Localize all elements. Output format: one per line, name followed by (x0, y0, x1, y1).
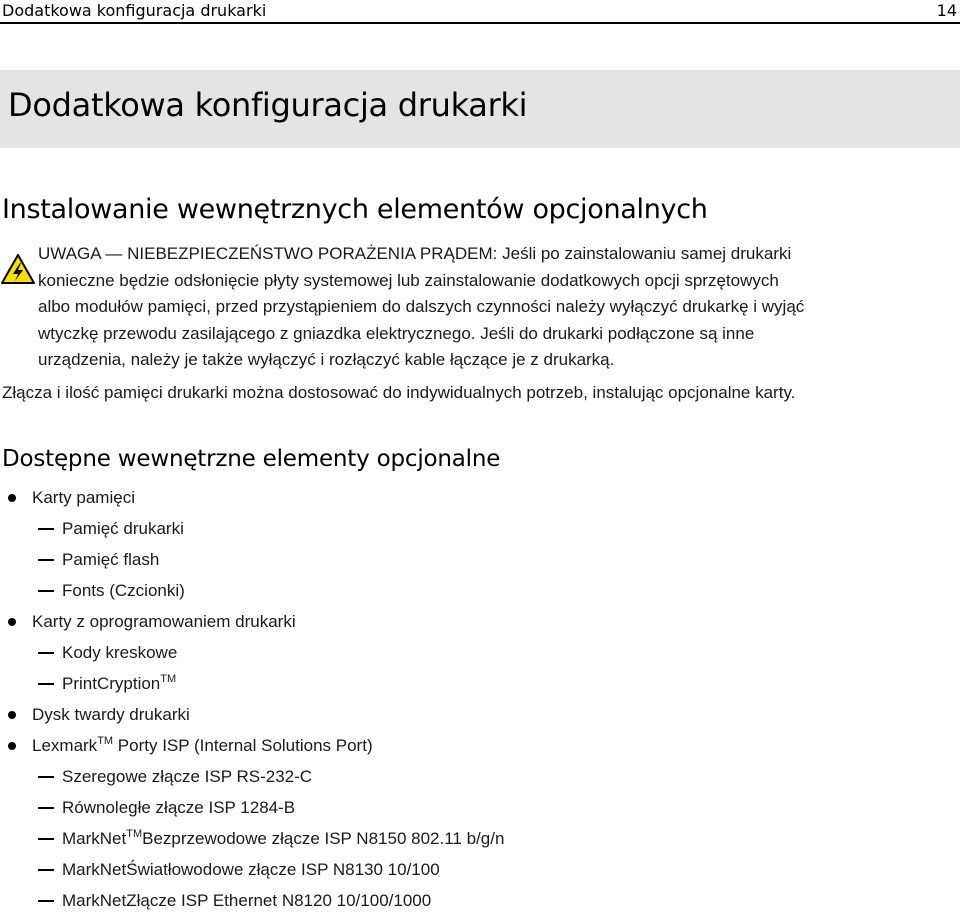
option-wireless-port (62, 823, 504, 854)
bullet-icon (8, 494, 16, 502)
option-barcode: Kody kreskowe (62, 643, 178, 662)
options-list (0, 482, 960, 916)
list-item (0, 792, 960, 823)
list-item (0, 761, 960, 792)
list-item (0, 854, 960, 885)
trademark-mark: TM (126, 828, 143, 840)
lexmark-label: Lexmark (32, 736, 98, 755)
warning-line-5: urządzenia, należy je także wyłączyć i rozłączyć kable łączące je z drukarką. (38, 350, 615, 370)
electrical-hazard-icon (0, 253, 36, 285)
dash-icon (38, 838, 54, 840)
trademark-mark: TM (97, 735, 114, 747)
list-item (0, 730, 960, 761)
warning-line (38, 241, 950, 268)
warning-line-3: albo modułów pamięci, przed przystąpieniem do dalszych czynności należy wyłączyć drukarkę i wyjąć (38, 297, 805, 317)
option-lexmark-isp (32, 730, 373, 761)
options-heading: Dostępne wewnętrzne elementy opcjonalne (2, 446, 501, 472)
warning-label: UWAGA — NIEBEZPIECZEŃSTWO PORAŻENIA PRĄDEM: (38, 244, 498, 263)
dash-icon (38, 528, 54, 530)
option-serial-port: Szeregowe złącze ISP RS-232-C (62, 767, 313, 786)
bullet-icon (8, 742, 16, 750)
dash-icon (38, 559, 54, 561)
intro-paragraph: Złącza i ilość pamięci drukarki można dostosować do indywidualnych potrzeb, instalując opcjonalne karty. (2, 383, 796, 402)
running-header (0, 0, 960, 24)
chapter-title: Dodatkowa konfiguracja drukarki (8, 86, 528, 124)
option-fiber-port: MarkNetŚwiatłowodowe złącze ISP N8130 10/100 (62, 860, 440, 879)
list-item (0, 513, 960, 544)
option-firmware-cards: Karty z oprogramowaniem drukarki (32, 612, 296, 631)
bullet-icon (8, 711, 16, 719)
page-number: 14 (936, 1, 957, 20)
option-hard-disk: Dysk twardy drukarki (32, 705, 190, 724)
warning-line-4: wtyczkę przewodu zasilającego z gniazdka elektrycznego. Jeśli do drukarki podłączone są inne (38, 323, 755, 343)
option-parallel-port: Równoległe złącze ISP 1284-B (62, 798, 296, 817)
printcryption-label: PrintCryption (62, 674, 161, 693)
dash-icon (38, 900, 54, 902)
list-item (0, 699, 960, 730)
isp-ports-label: Porty ISP (Internal Solutions Port) (113, 736, 373, 755)
list-item (0, 668, 960, 699)
dash-icon (38, 652, 54, 654)
option-printcryption (62, 668, 176, 699)
running-header-title: Dodatkowa konfiguracja drukarki (2, 1, 267, 20)
dash-icon (38, 590, 54, 592)
option-memory-cards: Karty pamięci (32, 488, 135, 507)
dash-icon (38, 683, 54, 685)
warning-line-2: konieczne będzie odsłonięcie płyty systemowej lub zainstalowanie dodatkowych opcji sprzętowych (38, 270, 779, 290)
option-ethernet-port: MarkNetZłącze ISP Ethernet N8120 10/100/1000 (62, 891, 432, 910)
option-fonts: Fonts (Czcionki) (62, 581, 185, 600)
warning-line-1: Jeśli po zainstalowaniu samej drukarki (502, 244, 792, 263)
dash-icon (38, 807, 54, 809)
bullet-icon (8, 618, 16, 626)
dash-icon (38, 869, 54, 871)
option-printer-memory: Pamięć drukarki (62, 519, 184, 538)
wireless-label: Bezprzewodowe złącze ISP N8150 802.11 b/g/n (142, 829, 505, 848)
trademark-mark: TM (160, 673, 177, 685)
list-item (0, 606, 960, 637)
list-item (0, 885, 960, 916)
list-item (0, 544, 960, 575)
marknet-label: MarkNet (62, 829, 127, 848)
list-item (0, 637, 960, 668)
list-item (0, 823, 960, 854)
list-item (0, 482, 960, 513)
list-item (0, 575, 960, 606)
option-flash-memory: Pamięć flash (62, 550, 160, 569)
dash-icon (38, 776, 54, 778)
warning-text (38, 241, 950, 374)
section-title: Instalowanie wewnętrznych elementów opcjonalnych (2, 194, 708, 225)
